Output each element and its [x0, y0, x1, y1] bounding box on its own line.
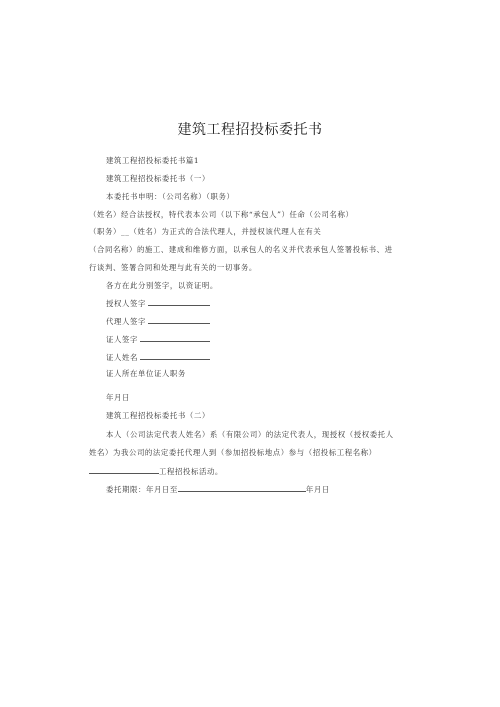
paragraph-line: 行谈判、签署合同和处理与此有关的一切事务。	[89, 263, 257, 272]
date-line: 年月日	[106, 393, 130, 402]
signature-label: 授权人签字	[106, 299, 146, 308]
paragraph-line: 姓名）为我公司的法定委托代理人到（参加招投标地点）参与（招投标工程名称）	[89, 448, 377, 457]
signature-row-agent	[106, 316, 210, 327]
paragraph-text: 工程招投标活动。	[159, 467, 223, 476]
section-heading-2: 建筑工程招投标委托书（二）	[106, 411, 210, 420]
paragraph-line: （合同名称）的施工、建成和维修方面，以承包人的名义并代表承包人签署投标书、进	[89, 245, 393, 254]
section-heading-1: 建筑工程招投标委托书（一）	[106, 174, 210, 183]
signature-row-witness-name	[106, 352, 210, 363]
paragraph-line: 各方在此分别签字，以资证明。	[106, 281, 218, 290]
paragraph-line: 本委托书申明：（公司名称）（职务）	[106, 192, 235, 201]
signature-line	[148, 298, 210, 306]
paragraph-line: （职务）__（姓名）为正式的合法代理人，并授权该代理人在有关	[89, 227, 322, 236]
paragraph-line	[89, 466, 223, 477]
document-title: 建筑工程招投标委托书	[177, 122, 323, 138]
signature-line	[140, 334, 210, 342]
fill-in-blank	[89, 466, 159, 474]
paragraph-line: （姓名）经合法授权，特代表本公司（以下称“承包人”）任命（公司名称）	[89, 210, 354, 219]
signature-label: 代理人签字	[106, 317, 146, 326]
signature-row-authorizer	[106, 298, 210, 309]
fill-in-blank	[178, 484, 306, 492]
signature-line	[148, 316, 210, 324]
paragraph-line: 本人（公司法定代表人姓名）系（有限公司）的法定代表人，现授权（授权委托人	[106, 430, 394, 439]
signature-label: 证人姓名	[106, 353, 138, 362]
term-end: 年月日	[305, 485, 330, 494]
paragraph-line: 证人所在单位证人职务	[106, 369, 186, 378]
term-label: 委托期限：年月日至	[106, 485, 178, 494]
term-line	[106, 484, 330, 495]
signature-label: 证人签字	[106, 335, 138, 344]
signature-row-witness	[106, 334, 210, 345]
doc-heading-1: 建筑工程招投标委托书篇1	[106, 156, 200, 165]
signature-line	[140, 352, 210, 360]
